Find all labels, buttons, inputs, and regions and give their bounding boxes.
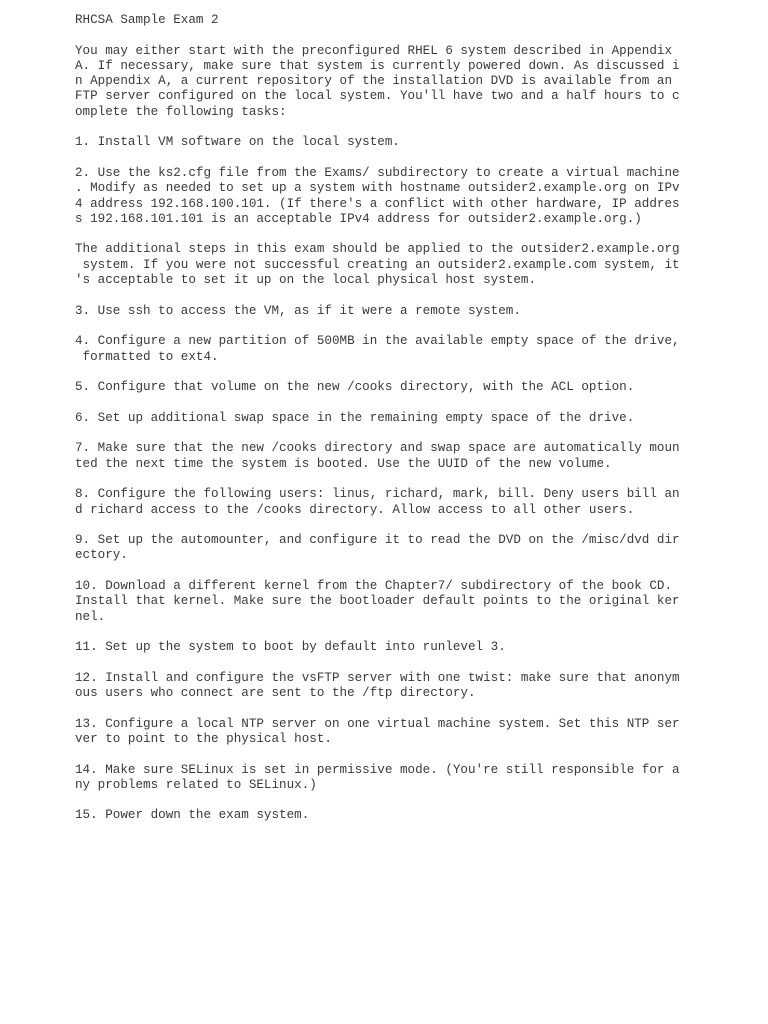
task-15: 15. Power down the exam system. [75,808,310,823]
task-10: 10. Download a different kernel from the Chapter7/ subdirectory of the book CD. Install that kernel. Make sure the bootloader default points to the original ker nel. [75,578,680,624]
task-6: 6. Set up additional swap space in the remaining empty space of the drive. [75,410,635,425]
task-13: 13. Configure a local NTP server on one virtual machine system. Set this NTP ser ver to point to the physical host. [75,716,680,746]
intro-paragraph: You may either start with the preconfigured RHEL 6 system described in Appendix A. If necessary, make sure that system is currently powered down. As discussed i n Appendix A, a current repository of the installation DVD is available from an FTP server configured on the local system. You'll have two and a half hours to c omplete the following tasks: [75,43,680,119]
task-7: 7. Make sure that the new /cooks directory and swap space are automatically moun ted the next time the system is booted. Use the UUID of the new volume. [75,441,680,471]
task-11: 11. Set up the system to boot by default into runlevel 3. [75,640,506,655]
task-5: 5. Configure that volume on the new /cooks directory, with the ACL option. [75,380,635,395]
task-14: 14. Make sure SELinux is set in permissive mode. (You're still responsible for a ny problems related to SELinux.) [75,762,680,792]
task-8: 8. Configure the following users: linus, richard, mark, bill. Deny users bill an d richard access to the /cooks directory. Allow access to all other users. [75,487,680,517]
additional-steps-note: The additional steps in this exam should be applied to the outsider2.example.org system. If you were not successful creating an outsider2.example.com system, it 's acceptable to set it up on the local physical host system. [75,242,680,288]
task-3: 3. Use ssh to access the VM, as if it were a remote system. [75,303,521,318]
task-9: 9. Set up the automounter, and configure it to read the DVD on the /misc/dvd dir ectory. [75,533,680,563]
task-4: 4. Configure a new partition of 500MB in the available empty space of the drive, formatted to ext4. [75,334,680,364]
document-title: RHCSA Sample Exam 2 [75,13,219,27]
document-page [75,13,745,839]
task-12: 12. Install and configure the vsFTP server with one twist: make sure that anonym ous users who connect are sent to the /ftp directory. [75,670,680,701]
task-1: 1. Install VM software on the local system. [75,135,400,150]
task-2: 2. Use the ks2.cfg file from the Exams/ subdirectory to create a virtual machine . Modify as needed to set up a system with hostname outsider2.example.org on IPv 4 address 192.168.100.101. (If there's a conflict with other hardware, IP addres s 192.168.101.101 is an acceptable IPv4 address for outsider2.example.org.) [75,165,680,226]
